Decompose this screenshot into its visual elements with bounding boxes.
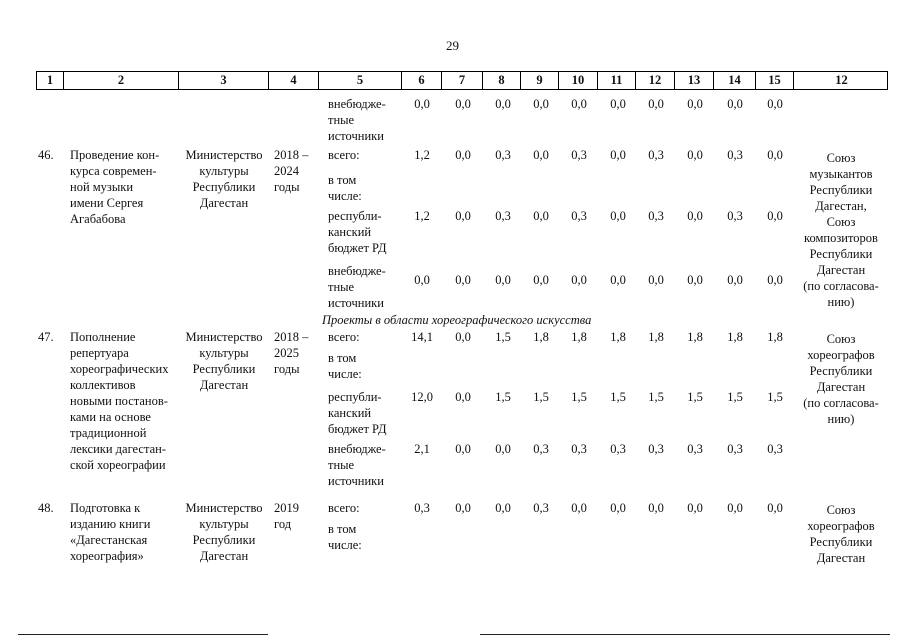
value-cell-col-9: 0,0 — [533, 273, 549, 287]
value-cell-col-6: 14,1 — [411, 330, 433, 344]
executor: культуры — [199, 164, 249, 178]
co-executor: Союз — [826, 332, 856, 346]
co-executor: нию) — [827, 412, 855, 426]
value-cell-col-13: 0,0 — [687, 273, 703, 287]
value-cell-col-14: 1,5 — [727, 390, 743, 404]
value-cell-col-9: 0,3 — [533, 501, 549, 515]
measure-name: Проведение кон- — [70, 148, 160, 162]
co-executor: музыкантов — [809, 167, 873, 181]
value-cell-col-8: 0,3 — [495, 148, 511, 162]
co-executor: Дагестан — [816, 263, 866, 277]
co-executor: Дагестан — [816, 551, 866, 565]
period: 2019 — [274, 501, 299, 515]
value-cell-col-7: 0,0 — [455, 273, 471, 287]
measure-name: ской хореографии — [70, 458, 166, 472]
value-cell-col-13: 0,0 — [687, 97, 703, 111]
header-col-5: 5 — [319, 72, 402, 89]
funding-kind: внебюдже- — [328, 442, 386, 456]
value-cell-col-8: 0,0 — [495, 273, 511, 287]
row-number: 46. — [38, 148, 54, 162]
funding-kind: канский — [328, 406, 372, 420]
value-cell-col-13: 0,0 — [687, 501, 703, 515]
measure-name: ной музыки — [70, 180, 134, 194]
co-executor: Республики — [809, 535, 873, 549]
value-cell-col-7: 0,0 — [455, 442, 471, 456]
co-executor: Союз — [826, 503, 856, 517]
co-executor: нию) — [827, 295, 855, 309]
value-cell-col-6: 2,1 — [414, 442, 430, 456]
value-cell-col-7: 0,0 — [455, 501, 471, 515]
period: 2024 — [274, 164, 299, 178]
value-cell-col-11: 1,5 — [610, 390, 626, 404]
value-cell-col-15: 0,0 — [767, 97, 783, 111]
funding-kind: всего: — [328, 148, 360, 162]
header-col-1: 1 — [37, 72, 64, 89]
funding-kind: внебюдже- — [328, 264, 386, 278]
value-cell-col-13: 0,0 — [687, 148, 703, 162]
value-cell-col-6: 1,2 — [414, 209, 430, 223]
funding-kind: всего: — [328, 501, 360, 515]
value-cell-col-15: 0,0 — [767, 209, 783, 223]
value-cell-col-12: 0,3 — [648, 209, 664, 223]
measure-name: новыми постанов- — [70, 394, 168, 408]
measure-name: изданию книги — [70, 517, 151, 531]
measure-name: хореографических — [70, 362, 169, 376]
executor: культуры — [199, 517, 249, 531]
value-cell-col-14: 1,8 — [727, 330, 743, 344]
period: 2025 — [274, 346, 299, 360]
funding-kind: республи- — [328, 209, 382, 223]
value-cell-col-14: 0,0 — [727, 501, 743, 515]
value-cell-col-8: 0,0 — [495, 442, 511, 456]
value-cell-col-9: 0,0 — [533, 148, 549, 162]
measure-name: «Дагестанская — [70, 533, 148, 547]
value-cell-col-15: 0,3 — [767, 442, 783, 456]
value-cell-col-6: 1,2 — [414, 148, 430, 162]
value-cell-col-6: 0,0 — [414, 97, 430, 111]
period: годы — [274, 362, 300, 376]
header-col-15: 15 — [756, 72, 794, 89]
value-cell-col-6: 0,3 — [414, 501, 430, 515]
header-col-6: 6 — [402, 72, 442, 89]
header-col-11: 11 — [598, 72, 636, 89]
executor: Дагестан — [199, 196, 249, 210]
value-cell-col-7: 0,0 — [455, 148, 471, 162]
value-cell-col-9: 1,8 — [533, 330, 549, 344]
value-cell-col-6: 12,0 — [411, 390, 433, 404]
value-cell-col-12: 1,8 — [648, 330, 664, 344]
value-cell-col-8: 0,0 — [495, 501, 511, 515]
co-executor: Союз — [826, 215, 856, 229]
co-executor: Союз — [826, 151, 856, 165]
value-cell-col-15: 1,5 — [767, 390, 783, 404]
funding-kind: тные — [328, 458, 355, 472]
executor: Министерство — [185, 330, 263, 344]
value-cell-col-11: 1,8 — [610, 330, 626, 344]
value-cell-col-11: 0,0 — [610, 501, 626, 515]
footer-rule-right — [480, 634, 890, 635]
value-cell-col-11: 0,0 — [610, 273, 626, 287]
co-executor: Дагестан — [816, 380, 866, 394]
value-cell-col-12: 0,3 — [648, 442, 664, 456]
value-cell-col-10: 0,0 — [571, 273, 587, 287]
executor: Дагестан — [199, 378, 249, 392]
period: 2018 – — [274, 330, 309, 344]
header-col-7: 7 — [442, 72, 483, 89]
header-col-12: 12 — [636, 72, 675, 89]
funding-kind: числе: — [328, 189, 362, 203]
measure-name: ками на основе — [70, 410, 151, 424]
measure-name: коллективов — [70, 378, 136, 392]
measure-name: репертуара — [70, 346, 129, 360]
value-cell-col-15: 0,0 — [767, 501, 783, 515]
value-cell-col-7: 0,0 — [455, 390, 471, 404]
co-executor: (по согласова- — [803, 396, 879, 410]
value-cell-col-9: 0,3 — [533, 442, 549, 456]
funding-kind: внебюдже- — [328, 97, 386, 111]
row-number: 48. — [38, 501, 54, 515]
funding-kind: источники — [328, 129, 384, 143]
co-executor: хореографов — [807, 519, 875, 533]
executor: Дагестан — [199, 549, 249, 563]
executor: культуры — [199, 346, 249, 360]
header-col-2: 2 — [64, 72, 179, 89]
value-cell-col-11: 0,0 — [610, 97, 626, 111]
value-cell-col-15: 1,8 — [767, 330, 783, 344]
funding-kind: в том — [328, 351, 357, 365]
value-cell-col-8: 1,5 — [495, 390, 511, 404]
value-cell-col-11: 0,3 — [610, 442, 626, 456]
value-cell-col-9: 0,0 — [533, 209, 549, 223]
value-cell-col-13: 1,8 — [687, 330, 703, 344]
header-col-13: 13 — [675, 72, 714, 89]
funding-kind: республи- — [328, 390, 382, 404]
value-cell-col-11: 0,0 — [610, 209, 626, 223]
period: 2018 – — [274, 148, 309, 162]
executor: Республики — [192, 180, 256, 194]
value-cell-col-10: 0,0 — [571, 501, 587, 515]
header-col-4: 4 — [269, 72, 319, 89]
value-cell-col-12: 0,0 — [648, 97, 664, 111]
value-cell-col-10: 0,3 — [571, 148, 587, 162]
value-cell-col-7: 0,0 — [455, 330, 471, 344]
co-executor: Дагестан, — [815, 199, 867, 213]
header-col-3: 3 — [179, 72, 269, 89]
header-col-9: 9 — [521, 72, 559, 89]
executor: Министерство — [185, 148, 263, 162]
measure-name: имени Сергея — [70, 196, 144, 210]
value-cell-col-15: 0,0 — [767, 273, 783, 287]
section-title: Проекты в области хореографического искусства — [322, 313, 592, 327]
value-cell-col-7: 0,0 — [455, 97, 471, 111]
period: год — [274, 517, 292, 531]
value-cell-col-9: 1,5 — [533, 390, 549, 404]
measure-name: традиционной — [70, 426, 147, 440]
funding-kind: числе: — [328, 538, 362, 552]
value-cell-col-8: 0,0 — [495, 97, 511, 111]
value-cell-col-9: 0,0 — [533, 97, 549, 111]
funding-kind: тные — [328, 280, 355, 294]
executor: Республики — [192, 533, 256, 547]
page-number: 29 — [446, 38, 459, 53]
table-header — [36, 71, 888, 90]
value-cell-col-8: 0,3 — [495, 209, 511, 223]
co-executor: Республики — [809, 364, 873, 378]
funding-kind: источники — [328, 296, 384, 310]
value-cell-col-10: 1,5 — [571, 390, 587, 404]
measure-name: лексики дагестан- — [70, 442, 166, 456]
value-cell-col-10: 0,3 — [571, 209, 587, 223]
funding-kind: канский — [328, 225, 372, 239]
value-cell-col-13: 0,0 — [687, 209, 703, 223]
value-cell-col-12: 0,0 — [648, 273, 664, 287]
value-cell-col-6: 0,0 — [414, 273, 430, 287]
value-cell-col-14: 0,3 — [727, 148, 743, 162]
header-col-16: 12 — [835, 73, 848, 87]
measure-name: хореография» — [70, 549, 144, 563]
measure-name: Пополнение — [70, 330, 136, 344]
measure-name: курса современ- — [70, 164, 157, 178]
header-col-10: 10 — [559, 72, 598, 89]
value-cell-col-12: 1,5 — [648, 390, 664, 404]
footer-rule-left — [18, 634, 268, 635]
measure-name: Агабабова — [70, 212, 126, 226]
funding-kind: бюджет РД — [328, 241, 387, 255]
value-cell-col-14: 0,3 — [727, 442, 743, 456]
value-cell-col-10: 0,3 — [571, 442, 587, 456]
funding-kind: в том — [328, 173, 357, 187]
value-cell-col-11: 0,0 — [610, 148, 626, 162]
value-cell-col-14: 0,0 — [727, 273, 743, 287]
row-number: 47. — [38, 330, 54, 344]
value-cell-col-13: 1,5 — [687, 390, 703, 404]
value-cell-col-14: 0,0 — [727, 97, 743, 111]
measure-name: Подготовка к — [70, 501, 141, 515]
funding-kind: источники — [328, 474, 384, 488]
header-col-8: 8 — [483, 72, 521, 89]
funding-kind: тные — [328, 113, 355, 127]
funding-kind: числе: — [328, 367, 362, 381]
value-cell-col-14: 0,3 — [727, 209, 743, 223]
value-cell-col-15: 0,0 — [767, 148, 783, 162]
value-cell-col-10: 0,0 — [571, 97, 587, 111]
value-cell-col-8: 1,5 — [495, 330, 511, 344]
co-executor: Республики — [809, 247, 873, 261]
co-executor: хореографов — [807, 348, 875, 362]
value-cell-col-13: 0,3 — [687, 442, 703, 456]
executor: Республики — [192, 362, 256, 376]
co-executor: Республики — [809, 183, 873, 197]
header-col-14: 14 — [714, 72, 756, 89]
executor: Министерство — [185, 501, 263, 515]
period: годы — [274, 180, 300, 194]
value-cell-col-7: 0,0 — [455, 209, 471, 223]
funding-kind: бюджет РД — [328, 422, 387, 436]
co-executor: (по согласова- — [803, 279, 879, 293]
value-cell-col-10: 1,8 — [571, 330, 587, 344]
value-cell-col-12: 0,0 — [648, 501, 664, 515]
funding-kind: всего: — [328, 330, 360, 344]
funding-kind: в том — [328, 522, 357, 536]
co-executor: композиторов — [804, 231, 878, 245]
value-cell-col-12: 0,3 — [648, 148, 664, 162]
